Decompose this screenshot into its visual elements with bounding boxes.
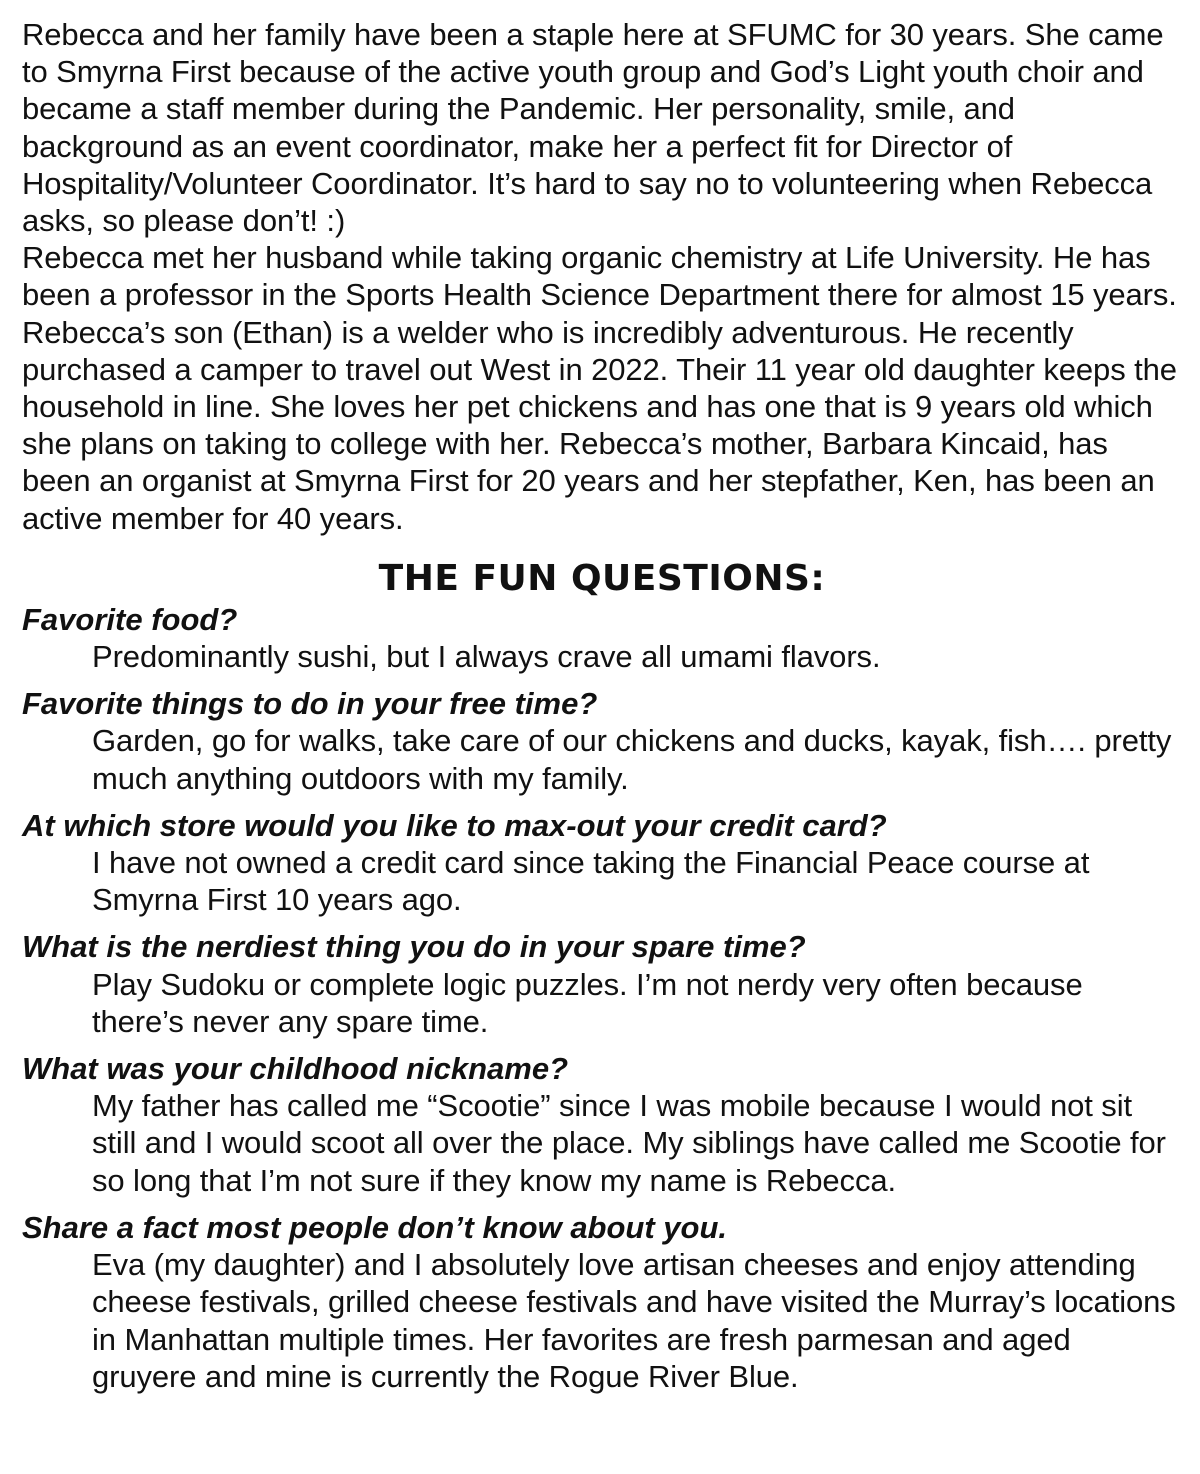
qa-item [22,807,1182,919]
question: At which store would you like to max-out your credit card? [22,807,887,843]
intro-paragraph: Rebecca and her family have been a staple here at SFUMC for 30 years. She came to Smyrna First because of the active youth group and God’s Light youth choir and became a staff member during the Pandemic. Her personality, smile, and background as an event coordinator, make her a perfect fit for Director of Hospitality/Volunteer Coordinator. It’s hard to say no to volunteering when Rebecca asks, so please don’t! :) [22,17,1164,239]
question: Favorite things to do in your free time? [22,686,598,722]
answer: Play Sudoku or complete logic puzzles. I’m not nerdy very often because there’s never any spare time. [92,966,1083,1039]
qa-item [22,685,1182,797]
question: What is the nerdiest thing you do in your spare time? [22,929,806,965]
question: What was your childhood nickname? [22,1051,569,1087]
qa-item [22,928,1182,1040]
fun-questions-heading: THE FUN QUESTIONS: [378,557,826,599]
answer: My father has called me “Scootie” since I was mobile because I would not sit still and I would scoot all over the place. My siblings have called me Scootie for so long that I’m not sure if they know my name is Rebecca. [92,1088,1166,1198]
answer: Eva (my daughter) and I absolutely love artisan cheeses and enjoy attending cheese festivals, grilled cheese festivals and have visited the Murray’s locations in Manhattan multiple times. Her favorites are fresh parmesan and aged gruyere and mine is currently the Rogue River Blue. [92,1247,1176,1394]
answer: I have not owned a credit card since taking the Financial Peace course at Smyrna First 10 years ago. [92,845,1090,918]
qa-item [22,1209,1182,1395]
intro-section [22,16,1182,537]
qa-item [22,601,1182,675]
fun-questions-list [22,601,1182,1395]
qa-item [22,1050,1182,1199]
intro-paragraph: Rebecca met her husband while taking organic chemistry at Life University. He has been a professor in the Sports Health Science Department there for almost 15 years. Rebecca’s son (Ethan) is a welder who is incredibly adventurous. He recently purchased a camper to travel out West in 2022. Their 11 year old daughter keeps the household in line. She loves her pet chickens and has one that is 9 years old which she plans on taking to college with her. Rebecca’s mother, Barbara Kincaid, has been an organist at Smyrna First for 20 years and her stepfather, Ken, has been an active member for 40 years. [22,240,1177,536]
question: Share a fact most people don’t know about you. [22,1209,728,1245]
question: Favorite food? [22,601,238,637]
answer: Predominantly sushi, but I always crave all umami flavors. [92,639,881,675]
newsletter-page [22,16,1182,1395]
answer: Garden, go for walks, take care of our chickens and ducks, kayak, fish…. pretty much anything outdoors with my family. [92,723,1172,796]
